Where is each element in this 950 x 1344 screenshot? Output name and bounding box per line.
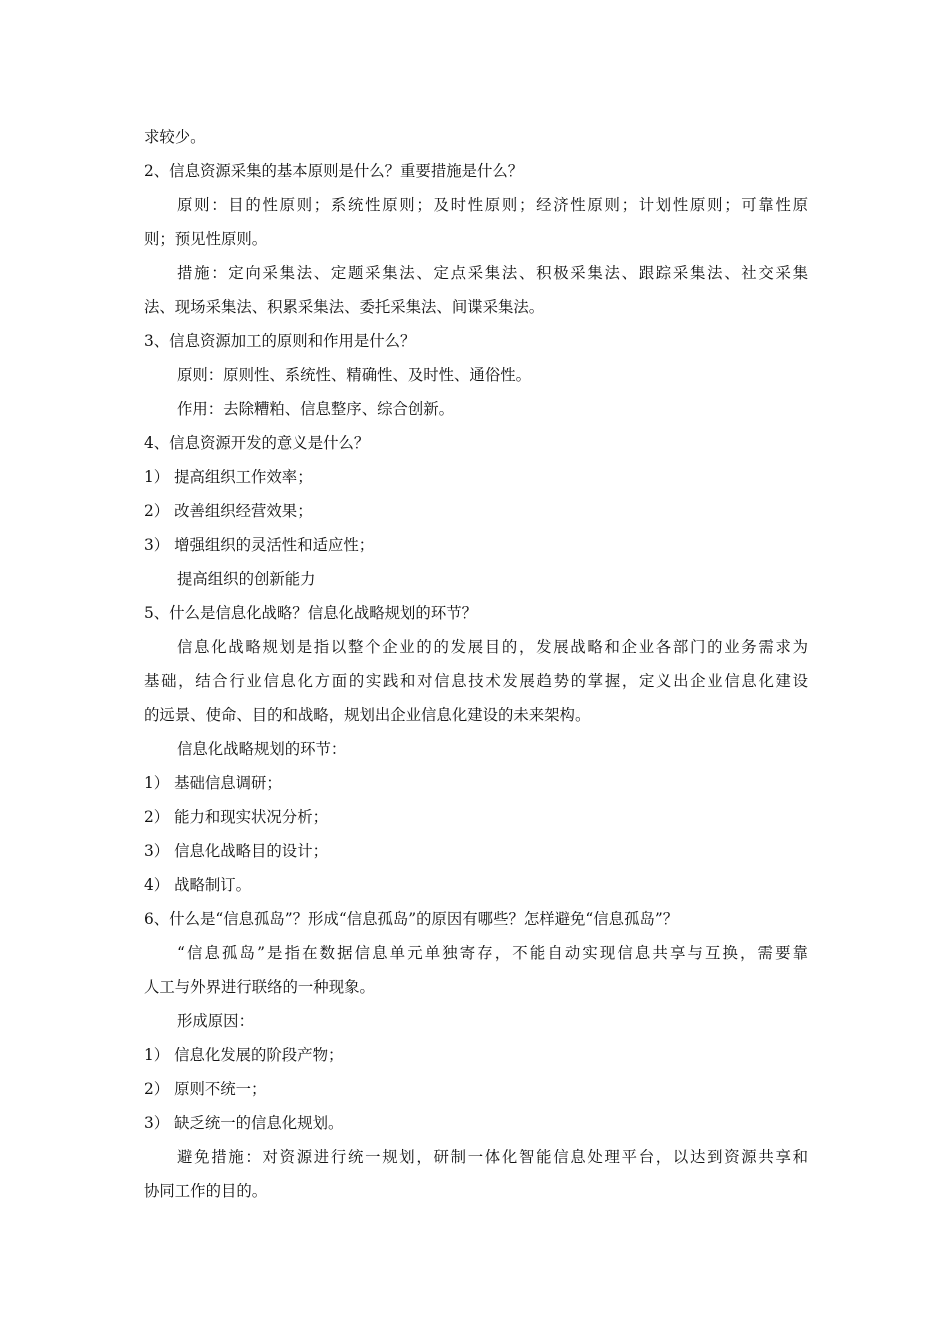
text-line: 1） 基础信息调研； xyxy=(144,774,282,792)
text-line: 2） 原则不统一； xyxy=(144,1080,267,1098)
text-line: 1） 提高组织工作效率； xyxy=(144,468,313,486)
text-line: 的远景、使命、目的和战略，规划出企业信息化建设的未来架构。 xyxy=(144,706,591,724)
text-line: 5、什么是信息化战略？信息化战略规划的环节？ xyxy=(144,604,477,622)
text-line: 作用：去除糟粕、信息整序、综合创新。 xyxy=(177,400,455,418)
text-line: 基础，结合行业信息化方面的实践和对信息技术发展趋势的掌握，定义出企业信息化建设 xyxy=(144,672,808,690)
text-line: 1） 信息化发展的阶段产物； xyxy=(144,1046,344,1064)
text-line: 信息化战略规划的环节： xyxy=(177,740,347,758)
text-line: 措施：定向采集法、定题采集法、定点采集法、积极采集法、跟踪采集法、社交采集 xyxy=(177,264,808,282)
text-line: “信息孤岛”是指在数据信息单元单独寄存，不能自动实现信息共享与互换，需要靠 xyxy=(177,944,808,962)
text-line: 3、信息资源加工的原则和作用是什么？ xyxy=(144,332,416,350)
text-line: 6、什么是“信息孤岛”？形成“信息孤岛”的原因有哪些？怎样避免“信息孤岛”？ xyxy=(144,910,679,928)
text-line: 法、现场采集法、积累采集法、委托采集法、间谍采集法。 xyxy=(144,298,545,316)
text-line: 避免措施：对资源进行统一规划，研制一体化智能信息处理平台，以达到资源共享和 xyxy=(177,1148,808,1166)
text-line: 2） 能力和现实状况分析； xyxy=(144,808,328,826)
text-line: 原则：目的性原则；系统性原则；及时性原则；经济性原则；计划性原则；可靠性原 xyxy=(177,196,808,214)
text-line: 原则：原则性、系统性、精确性、及时性、通俗性。 xyxy=(177,366,531,384)
text-line: 3） 增强组织的灵活性和适应性； xyxy=(144,536,375,554)
text-line: 4） 战略制订。 xyxy=(144,876,252,894)
text-line: 人工与外界进行联络的一种现象。 xyxy=(144,978,375,996)
text-line: 则；预见性原则。 xyxy=(144,230,268,248)
text-line: 2、信息资源采集的基本原则是什么？重要措施是什么？ xyxy=(144,162,524,180)
text-line: 协同工作的目的。 xyxy=(144,1182,268,1200)
text-line: 形成原因： xyxy=(177,1012,254,1030)
text-line: 4、信息资源开发的意义是什么？ xyxy=(144,434,370,452)
text-line: 2） 改善组织经营效果； xyxy=(144,502,313,520)
text-line: 求较少。 xyxy=(144,128,206,146)
text-line: 3） 缺乏统一的信息化规划。 xyxy=(144,1114,344,1132)
text-line: 信息化战略规划是指以整个企业的的发展目的，发展战略和企业各部门的业务需求为 xyxy=(177,638,808,656)
document-body xyxy=(144,120,808,1208)
text-line: 提高组织的创新能力 xyxy=(177,570,316,588)
text-line: 3） 信息化战略目的设计； xyxy=(144,842,328,860)
